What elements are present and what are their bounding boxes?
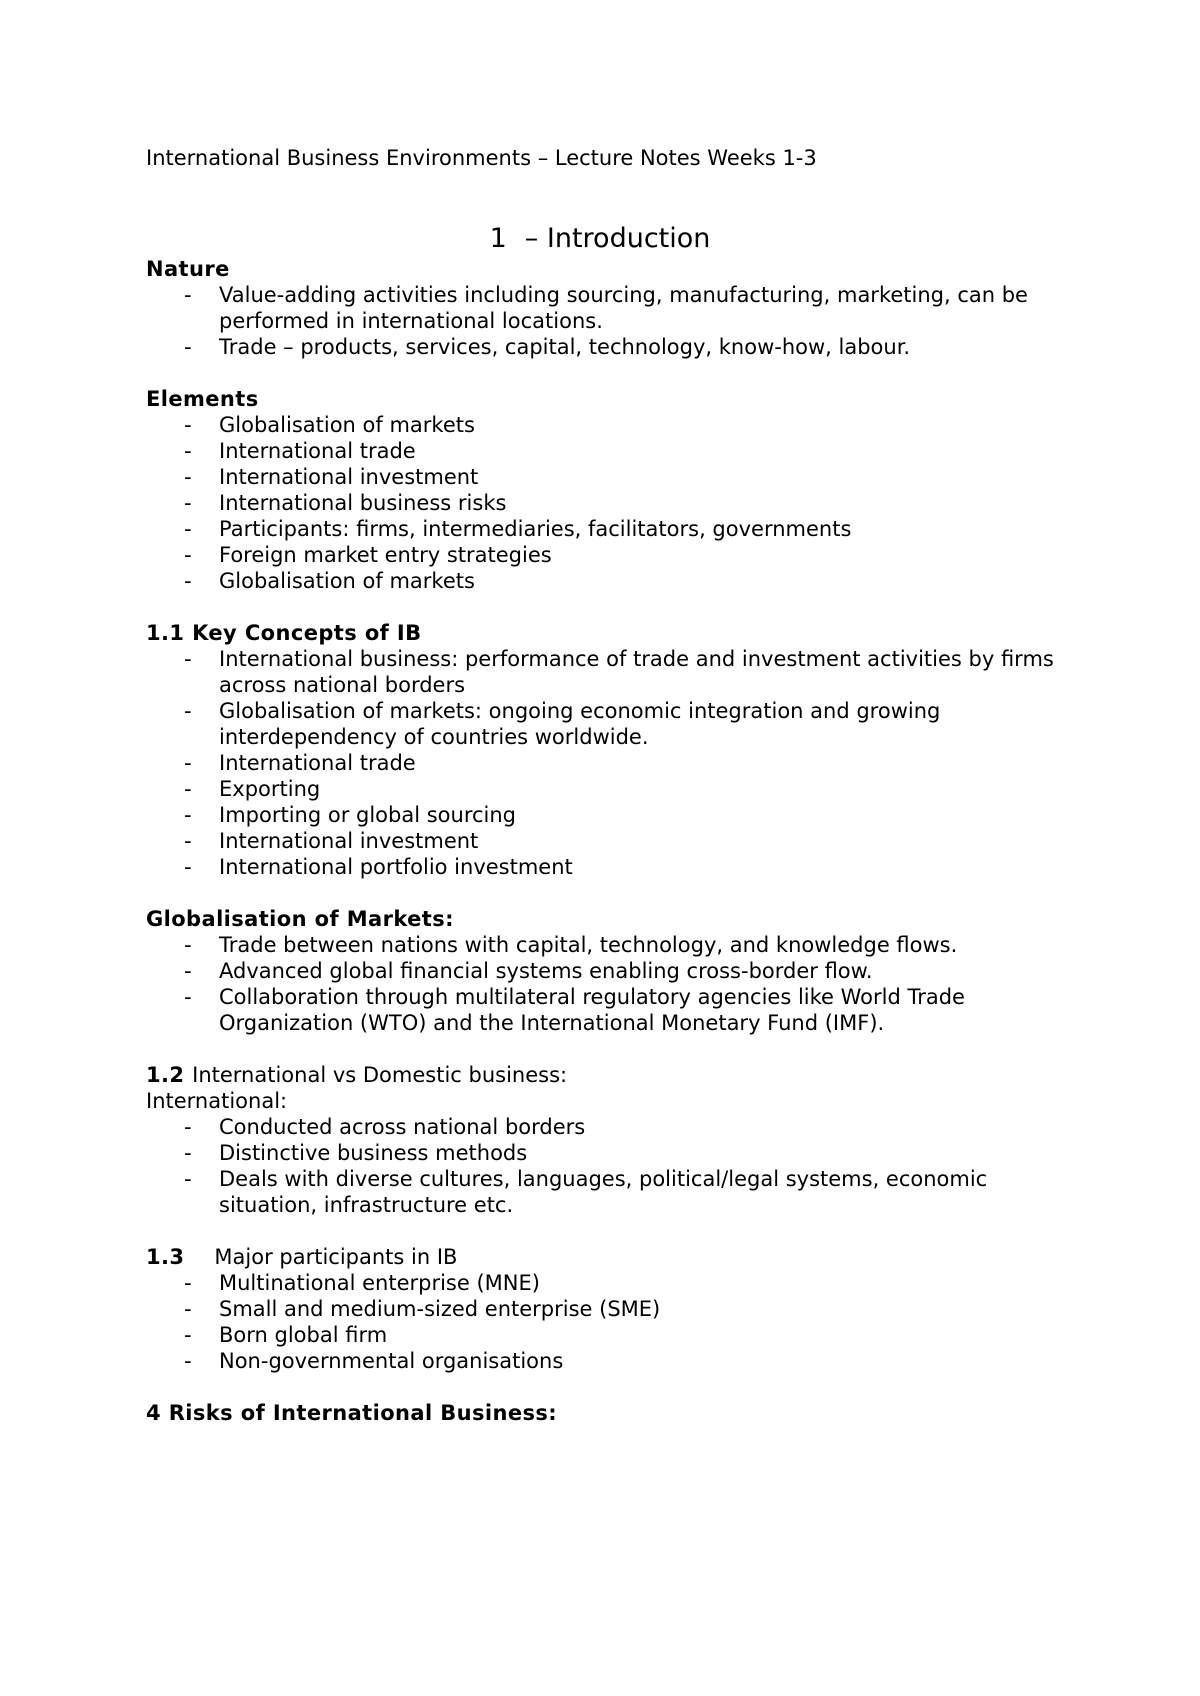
list-item: - Born global firm (184, 1323, 388, 1347)
list-item: - Small and medium-sized enterprise (SME) (184, 1297, 661, 1321)
bullet-dash: - (184, 777, 192, 801)
bullet-list (146, 1114, 1066, 1218)
bullet-dash: - (184, 855, 192, 879)
bullet-dash: - (184, 1271, 192, 1295)
subheading: International: (146, 1089, 288, 1113)
bullet-list (146, 1270, 1066, 1374)
list-item: - Conducted across national borders (184, 1115, 586, 1139)
list-item: - International investment (184, 829, 479, 853)
bullet-dash: - (184, 543, 192, 567)
bullet-dash: - (184, 1115, 192, 1139)
bullet-dash: - (184, 1349, 192, 1373)
section-heading: 4 Risks of International Business: (146, 1401, 558, 1425)
list-item: - Multinational enterprise (MNE) (184, 1271, 540, 1295)
list-item: - Globalisation of markets (184, 413, 475, 437)
list-item: - Importing or global sourcing (184, 803, 517, 827)
section-globalisation (146, 906, 1066, 1036)
bullet-dash: - (184, 959, 192, 983)
bullet-dash: - (184, 803, 192, 827)
bullet-dash: - (184, 985, 192, 1009)
list-item: - Foreign market entry strategies (184, 543, 552, 567)
bullet-dash: - (184, 517, 192, 541)
bullet-dash: - (184, 335, 192, 359)
bullet-dash: - (184, 439, 192, 463)
section-heading: Globalisation of Markets: (146, 907, 454, 931)
bullet-dash: - (184, 933, 192, 957)
bullet-list (146, 282, 1066, 360)
chapter-heading (0, 223, 1200, 255)
section-heading: Nature (146, 257, 230, 281)
bullet-dash: - (184, 569, 192, 593)
section-intl-vs-domestic (146, 1062, 1066, 1218)
list-item: - Deals with diverse cultures, languages, political/legal systems, economic situation, infrastructure etc. (184, 1167, 988, 1217)
section-heading: Elements (146, 387, 259, 411)
section-key-concepts (146, 620, 1066, 880)
bullet-dash: - (184, 283, 192, 307)
bullet-dash: - (184, 1323, 192, 1347)
chapter-title: – Introduction (524, 223, 711, 254)
section-elements (146, 386, 1066, 594)
bullet-dash: - (184, 699, 192, 723)
list-item: - Trade – products, services, capital, technology, know-how, labour. (184, 335, 911, 359)
list-item: - Exporting (184, 777, 321, 801)
list-item: - International trade (184, 751, 416, 775)
list-item: - Distinctive business methods (184, 1141, 528, 1165)
section-title: Major participants in IB (214, 1245, 458, 1269)
section-participants (146, 1244, 1066, 1374)
section-heading (146, 1062, 1066, 1088)
section-heading (146, 1244, 1066, 1270)
document-title: International Business Environments – Lecture Notes Weeks 1-3 (146, 146, 817, 170)
list-item: - Globalisation of markets: ongoing economic integration and growing interdependency of countries worldwide. (184, 699, 941, 749)
bullet-list (146, 646, 1066, 880)
list-item: - International investment (184, 465, 479, 489)
list-item: - International trade (184, 439, 416, 463)
bullet-dash: - (184, 751, 192, 775)
list-item: - Advanced global financial systems enabling cross-border flow. (184, 959, 873, 983)
section-title: International vs Domestic business: (192, 1063, 568, 1087)
list-item: - Globalisation of markets (184, 569, 475, 593)
bullet-dash: - (184, 491, 192, 515)
section-risks (146, 1400, 1066, 1426)
bullet-dash: - (184, 413, 192, 437)
list-item: - Value-adding activities including sourcing, manufacturing, marketing, can be performed in international locations. (184, 283, 1028, 333)
section-heading: 1.1 Key Concepts of IB (146, 621, 422, 645)
bullet-dash: - (184, 647, 192, 671)
list-item: - International portfolio investment (184, 855, 573, 879)
list-item: - Collaboration through multilateral regulatory agencies like World Trade Organization (WTO) and the International Monetary Fund (IMF). (184, 985, 965, 1035)
bullet-dash: - (184, 1297, 192, 1321)
list-item: - International business: performance of trade and investment activities by firms across national borders (184, 647, 1054, 697)
document-body (146, 256, 1066, 1452)
bullet-dash: - (184, 1167, 192, 1191)
list-item: - Trade between nations with capital, technology, and knowledge flows. (184, 933, 958, 957)
bullet-list (146, 412, 1066, 594)
section-nature (146, 256, 1066, 360)
list-item: - Participants: firms, intermediaries, facilitators, governments (184, 517, 852, 541)
bullet-dash: - (184, 829, 192, 853)
section-number: 1.2 (146, 1063, 185, 1087)
section-number: 1.3 (146, 1245, 185, 1269)
list-item: - International business risks (184, 491, 507, 515)
bullet-dash: - (184, 1141, 192, 1165)
chapter-number: 1 (489, 223, 507, 254)
list-item: - Non-governmental organisations (184, 1349, 564, 1373)
bullet-dash: - (184, 465, 192, 489)
bullet-list (146, 932, 1066, 1036)
